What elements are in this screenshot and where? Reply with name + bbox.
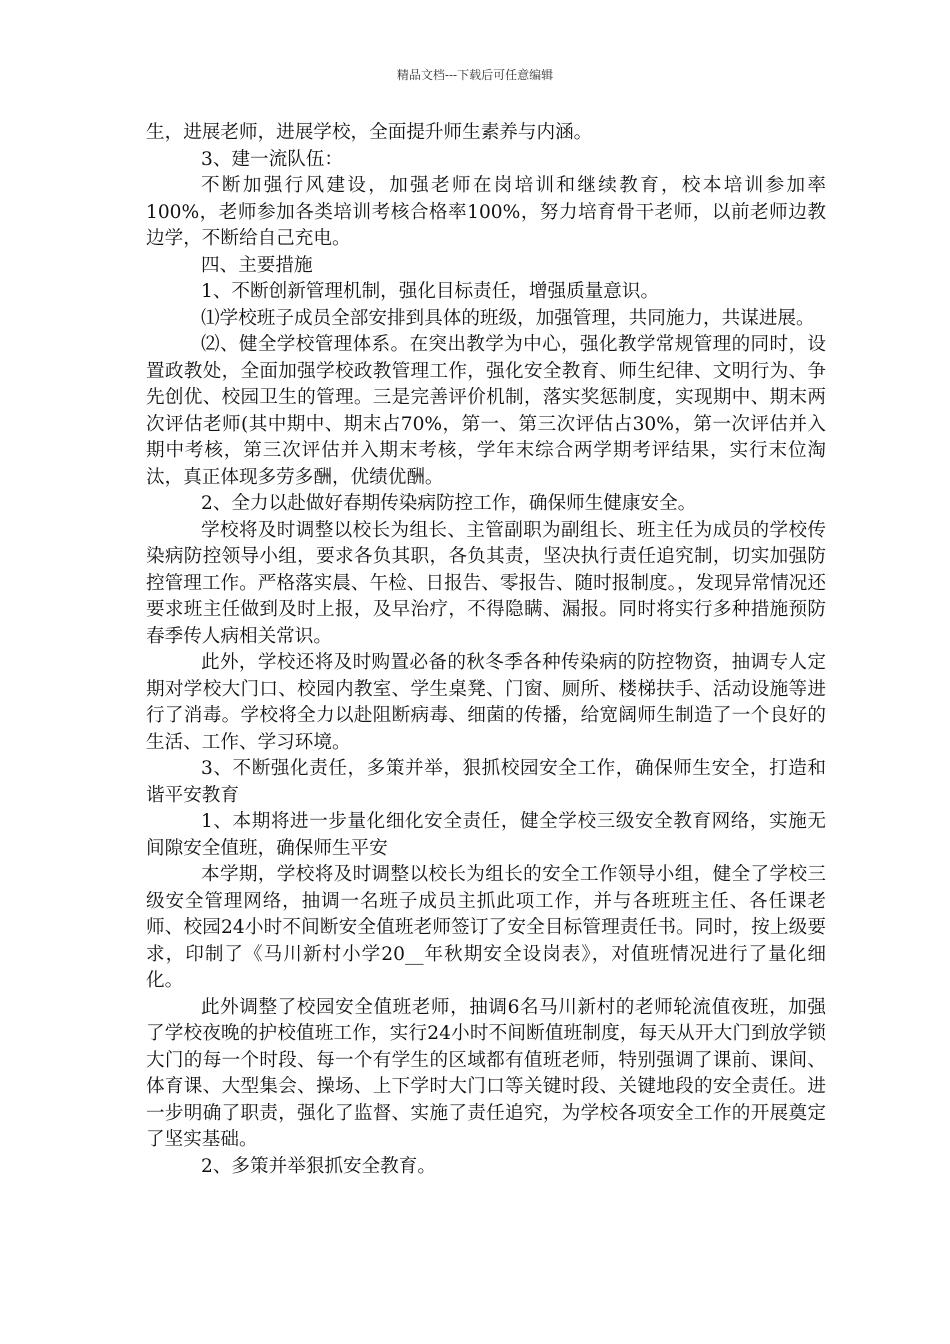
paragraph: 学校将及时调整以校长为组长、主管副职为副组长、班主任为成员的学校传染病防控领导小组，要求各负其职，各负其责，坚决执行责任追究制，切实加强防控管理工作。严格落实晨、午检、日报告、零报告、随时报制度。，发现异常情况还要求班主任做到及时上报，及早治疗，不得隐瞒、漏报。同时将实行多种措施预防春季传人病相关常识。	[146, 519, 826, 647]
paragraph: 1、本期将进一步量化细化安全责任，健全学校三级安全教育网络，实施无间隙安全值班，确保师生平安	[146, 811, 826, 859]
page-header: 精品文档---下载后可任意编辑	[396, 68, 554, 82]
paragraph: ⑵、健全学校管理体系。在突出教学为中心，强化教学常规管理的同时，设置政教处，全面加强学校政教管理工作，强化安全教育、师生纪律、文明行为、争先创优、校园卫生的管理。三是完善评价机制，落实奖惩制度，实现期中、期末两次评估老师(其中期中、期末占70%，第一、第三次评估占30%，第一次评估并入期中考核，第三次评估并入期末考核，学年末综合两学期考评结果，实行末位淘汰，真正体现多劳多酬，优绩优酬。	[146, 334, 826, 488]
paragraph: 3、建一流队伍：	[201, 148, 343, 170]
paragraph: 2、全力以赴做好春期传染病防控工作，确保师生健康安全。	[201, 493, 697, 514]
paragraph: 1、不断创新管理机制，强化目标责任，增强质量意识。	[201, 281, 660, 302]
paragraph: 四、主要措施	[201, 254, 313, 276]
paragraph: 不断加强行风建设，加强老师在岗培训和继续教育，校本培训参加率100%，老师参加各类培训考核合格率100%，努力培育骨干老师，以前老师边教边学，不断给自己充电。	[146, 175, 826, 249]
paragraph: ⑴学校班子成员全部安排到具体的班级，加强管理，共同施力，共谋进展。	[201, 307, 815, 329]
paragraph: 3、不断强化责任，多策并举，狠抓校园安全工作，确保师生安全，打造和谐平安教育	[146, 758, 826, 806]
paragraph: 本学期，学校将及时调整以校长为组长的安全工作领导小组，健全了学校三级安全管理网络，抽调一名班子成员主抓此项工作，并与各班班主任、各任课老师、校园24小时不间断安全值班老师签订了安全目标管理责任书。同时，按上级要求，印制了《马川新村小学20__年秋期安全设岗表》，对值班情况进行了量化细化。	[146, 864, 826, 991]
paragraph: 此外，学校还将及时购置必备的秋冬季各种传染病的防控物资，抽调专人定期对学校大门口、校园内教室、学生桌凳、门窗、厕所、楼梯扶手、活动设施等进行了消毒。学校将全力以赴阻断病毒、细菌的传播，给宽阔师生制造了一个良好的生活、工作、学习环境。	[146, 652, 826, 753]
paragraph: 生，进展老师，进展学校，全面提升师生素养与内涵。	[146, 122, 593, 143]
paragraph: 此外调整了校园安全值班老师，抽调6名马川新村的老师轮流值夜班，加强了学校夜晚的护校值班工作，实行24小时不间断值班制度，每天从开大门到放学锁大门的每一个时段、每一个有学生的区域都有值班老师，特别强调了课前、课间、体育课、大型集会、操场、上下学时大门口等关键时段、关键地段的安全责任。进一步明确了职责，强化了监督、实施了责任追究，为学校各项安全工作的开展奠定了坚实基础。	[146, 996, 826, 1150]
document-body	[146, 120, 826, 1180]
paragraph: 2、多策并举狠抓安全教育。	[201, 1155, 436, 1177]
